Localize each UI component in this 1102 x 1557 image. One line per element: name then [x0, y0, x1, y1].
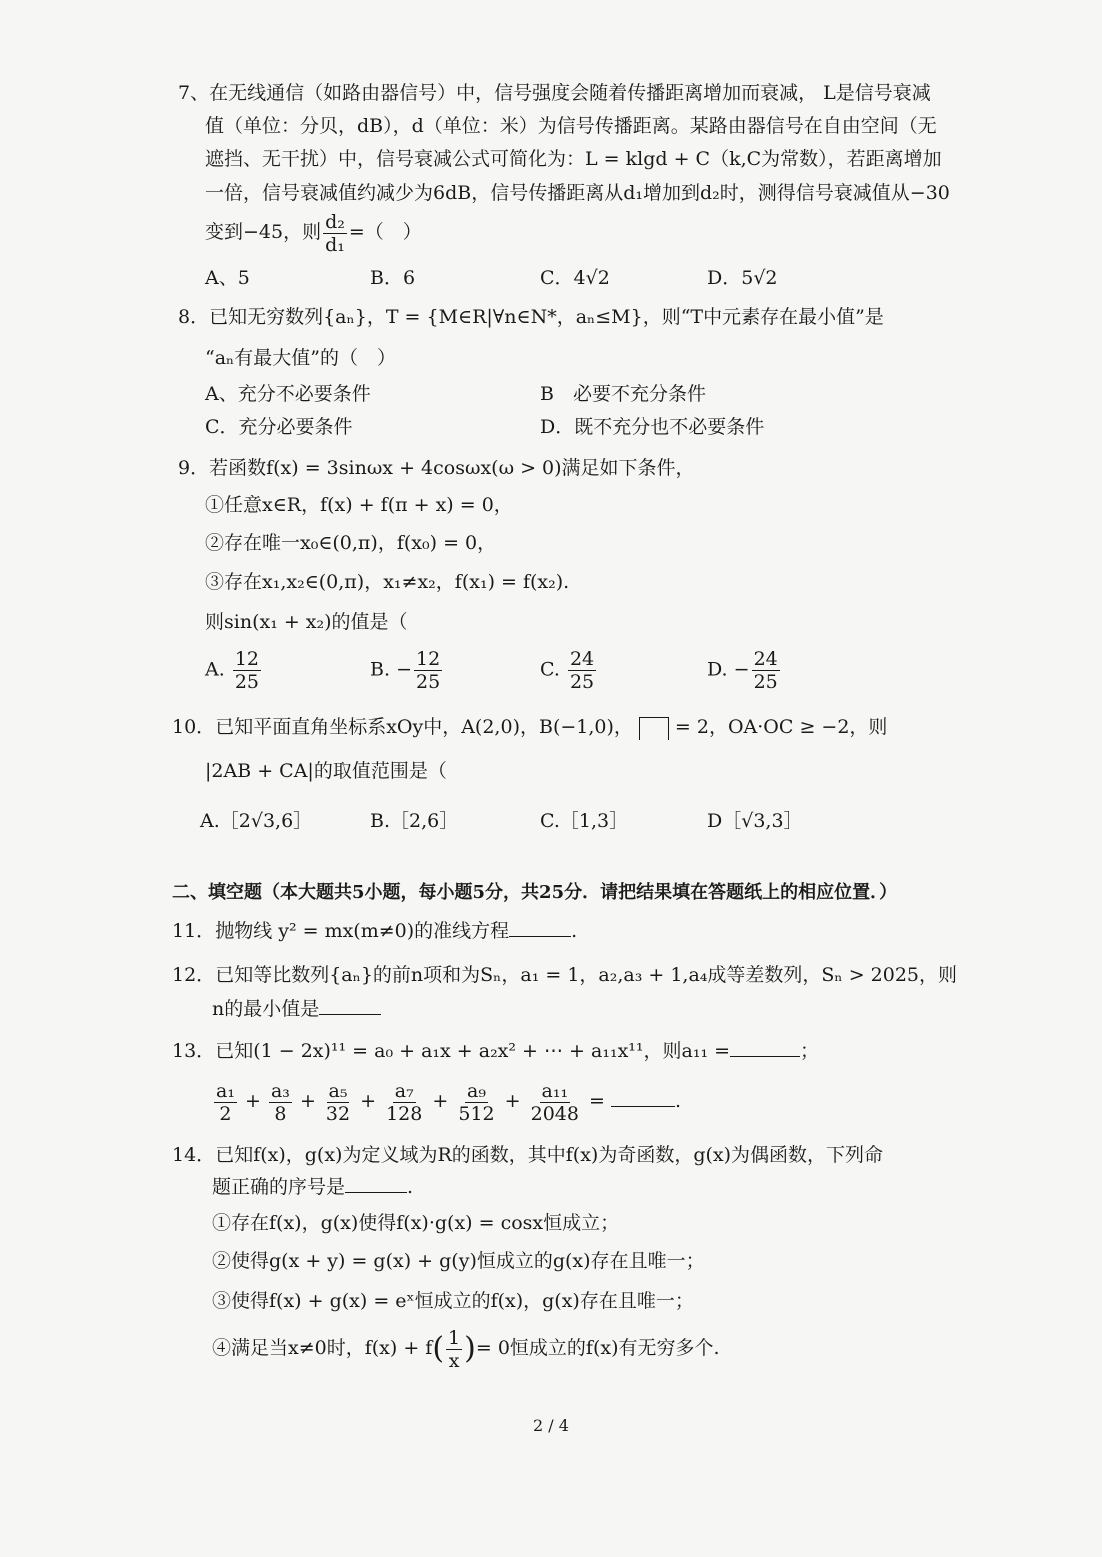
- q9-option-c: [540, 648, 598, 693]
- q12-text-1: 已知等比数列{aₙ}的前n项和为Sₙ，a₁ = 1，a₂,a₃ + 1,a₄成等差数列，Sₙ > 2025，则: [215, 964, 958, 986]
- q13-frac-3-num: a₅: [328, 1079, 348, 1102]
- q14-statement-4-fraction: [446, 1327, 462, 1372]
- q12-number: 12．: [172, 964, 216, 986]
- q14-text-2-end: .: [407, 1176, 414, 1198]
- q14-number: 14．: [172, 1144, 216, 1166]
- q10-line1: [172, 714, 887, 740]
- q13-frac-5-num: a₉: [467, 1079, 486, 1102]
- q7-line1: [178, 80, 931, 106]
- q13-text-1: 已知(1 − 2x)¹¹ = a₀ + a₁x + a₂x² + ⋯ + a₁₁x¹¹，则a₁₁ =: [215, 1040, 731, 1062]
- q13-frac-6: [529, 1080, 581, 1125]
- q13-frac-1-num: a₁: [216, 1079, 235, 1102]
- q9-option-b-den: 25: [415, 671, 441, 693]
- q14-frac-num: 1: [448, 1326, 461, 1349]
- q13-frac-6-num: a₁₁: [541, 1079, 569, 1102]
- q8-option-c: C．充分必要条件: [205, 416, 353, 438]
- q13-frac-3: [324, 1080, 352, 1125]
- q9-line1: [178, 455, 695, 481]
- q7-number: 7、: [178, 82, 210, 104]
- q9-option-a-den: 25: [234, 671, 259, 693]
- q14-statement-3: ③使得f(x) + g(x) = eˣ恒成立的f(x)，g(x)存在且唯一；: [212, 1290, 694, 1312]
- q12-line2: [212, 996, 381, 1022]
- q13-frac-6-den: 2048: [530, 1102, 579, 1125]
- q10-option-b: B.［2,6］: [370, 810, 459, 832]
- q10-option-d: D［√3,3］: [707, 810, 803, 832]
- q13-frac-2-num: a₃: [270, 1079, 290, 1102]
- q7-option-c: C．4√2: [540, 267, 610, 289]
- q8-option-a: A、充分不必要条件: [205, 383, 371, 405]
- q9-option-a-num: 12: [234, 648, 259, 670]
- q9-option-d-num: 24: [753, 648, 778, 670]
- q7-frac-numerator: d₂: [325, 210, 345, 233]
- q13-frac-1-den: 2: [219, 1102, 232, 1125]
- q9-option-a-label: A.: [205, 658, 225, 681]
- q14-statement-2: ②使得g(x + y) = g(x) + g(y)恒成立的g(x)存在且唯一；: [212, 1250, 705, 1272]
- q9-option-b-num: 12: [415, 648, 441, 670]
- section-2-heading: 二、填空题（本大题共5小题，每小题5分，共25分．请把结果填在答题纸上的相应位置．）: [172, 882, 898, 903]
- q14-paren-left: (: [432, 1331, 445, 1366]
- q7-option-d: D．5√2: [707, 267, 778, 289]
- q13-frac-1: [214, 1080, 237, 1125]
- page-number: 2 / 4: [533, 1416, 569, 1435]
- q12-line1: [172, 962, 957, 988]
- q7-line5: [205, 210, 422, 256]
- q7-option-a: A、5: [205, 267, 250, 289]
- q9-condition-2: ②存在唯一x₀∈(0,π)，f(x₀) = 0，: [205, 532, 497, 554]
- q13-answer-blank-2: [611, 1088, 675, 1107]
- q14-line1: [172, 1142, 883, 1168]
- q14-frac-den: x: [448, 1349, 460, 1372]
- q10-text-1: 已知平面直角坐标系xOy中，A(2,0)，B(−1,0)，: [215, 716, 633, 738]
- q9-condition-1: ①任意x∈R，f(x) + f(π + x) = 0，: [205, 494, 513, 516]
- q9-number: 9．: [178, 457, 210, 479]
- q13-frac-2: [269, 1080, 292, 1125]
- q13-answer-blank-1: [730, 1038, 800, 1057]
- q7-text-1: 在无线通信（如路由器信号）中，信号强度会随着传播距离增加而衰减， L是信号衰减: [209, 82, 931, 104]
- q11-number: 11．: [172, 920, 216, 942]
- q12-text-2: n的最小值是: [212, 998, 320, 1020]
- q13-text-2-end: .: [674, 1090, 682, 1112]
- q9-option-a-fraction: [233, 648, 261, 693]
- q8-line2: “aₙ有最大值”的（ ）: [205, 347, 396, 369]
- q13-frac-5: [456, 1080, 496, 1125]
- q14-statement-1: ①存在f(x)，g(x)使得f(x)·g(x) = cosx恒成立；: [212, 1212, 620, 1234]
- q7-ratio-fraction: [323, 211, 347, 256]
- q7-line2: 值（单位：分贝，dB），d（单位：米）为信号传播距离。某路由器信号在自由空间（无: [205, 115, 937, 137]
- q14-statement-4-post: = 0恒成立的f(x)有无穷多个.: [475, 1337, 720, 1359]
- q7-text-5-end: =（ ）: [348, 221, 422, 243]
- q13-frac-5-den: 512: [458, 1102, 495, 1125]
- q9-option-d-sign: −: [733, 658, 750, 681]
- q7-line4: 一倍，信号衰减值约减少为6dB，信号传播距离从d₁增加到d₂时，测得信号衰减值从−30: [205, 182, 950, 204]
- q12-answer-blank: [319, 996, 381, 1015]
- q9-option-c-fraction: [568, 648, 596, 693]
- q9-option-d-den: 25: [753, 671, 778, 693]
- q14-statement-4: [212, 1324, 720, 1373]
- q14-text-1: 已知f(x)，g(x)为定义域为R的函数，其中f(x)为奇函数，g(x)为偶函数，下列命: [215, 1144, 884, 1166]
- q7-text-5: 变到−45，则: [205, 221, 322, 243]
- q7-frac-denominator: d₁: [325, 233, 345, 256]
- q9-condition-3: ③存在x₁,x₂∈(0,π)，x₁≠x₂，f(x₁) = f(x₂).: [205, 571, 570, 593]
- q8-option-b: B 必要不充分条件: [540, 383, 706, 405]
- q9-option-c-den: 25: [569, 671, 595, 693]
- q8-text-1: 已知无穷数列{aₙ}，T = {M∈R|∀n∈N*，aₙ≤M}，则“T中元素存在最小值”是: [209, 306, 884, 328]
- q13-frac-3-den: 32: [325, 1102, 351, 1125]
- q8-option-d: D．既不充分也不必要条件: [540, 416, 765, 438]
- q13-text-1-end: ；: [800, 1040, 820, 1062]
- q14-text-2: 题正确的序号是: [212, 1176, 346, 1198]
- q9-option-b-sign: −: [396, 658, 412, 681]
- q9-option-b: [370, 648, 444, 693]
- q10-option-a: A.［2√3,6］: [200, 810, 313, 832]
- q9-option-d: [707, 648, 782, 693]
- q9-text-1: 若函数f(x) = 3sinωx + 4cosωx(ω > 0)满足如下条件，: [209, 457, 695, 479]
- q9-option-a: [205, 648, 263, 693]
- q9-option-b-label: B.: [370, 658, 391, 681]
- q14-statement-4-pre: ④满足当x≠0时，f(x) + f: [212, 1337, 433, 1359]
- q11-end: .: [571, 920, 578, 942]
- q13-number: 13．: [172, 1040, 216, 1062]
- q9-option-c-num: 24: [569, 648, 595, 670]
- q14-line2: [212, 1174, 413, 1200]
- q10-option-c: C.［1,3］: [540, 810, 629, 832]
- q10-text-1-end: = 2，OA·OC ≥ −2，则: [674, 716, 888, 738]
- q10-number: 10．: [172, 716, 216, 738]
- q13-line2: $\frac{\text{a₁}}{2}$ + $\frac{\text{a₃}}{8}$ + $\frac{\text{a₅}}{32}$ + $\frac{\text{a₇}}{128}$ + $\frac{\text{a₉}}{512}$ + $\frac{\text{a₁₁}}{2048}$ = .: [216, 1079, 682, 1125]
- q14-answer-blank: [345, 1174, 407, 1193]
- q9-option-d-label: D.: [707, 658, 728, 681]
- q13-frac-4-num: a₇: [394, 1079, 414, 1102]
- q13-frac-2-den: 8: [274, 1102, 287, 1125]
- q11-line: [172, 918, 577, 944]
- q7-line3: 遮挡、无干扰）中，信号衰减公式可简化为：L = klgd + C（k,C为常数），若距离增加: [205, 148, 942, 170]
- q13-frac-4: [384, 1080, 424, 1125]
- q9-option-d-fraction: [752, 648, 780, 693]
- q8-line1: [178, 304, 884, 330]
- q10-line2: |2AB + CA|的取值范围是（: [205, 760, 447, 782]
- q10-magnitude-bars: [639, 717, 669, 740]
- q11-answer-blank: [509, 918, 571, 937]
- q14-paren-right: ): [464, 1331, 476, 1366]
- q13-line1: [172, 1038, 819, 1064]
- q8-number: 8．: [178, 306, 210, 328]
- q7-option-b: B．6: [370, 267, 416, 289]
- q11-text: 抛物线 y² = mx(m≠0)的准线方程: [215, 920, 510, 942]
- q13-frac-4-den: 128: [386, 1102, 423, 1125]
- q9-option-c-label: C.: [540, 658, 560, 681]
- q9-line5: 则sin(x₁ + x₂)的值是（: [205, 611, 408, 633]
- q9-option-b-fraction: [414, 648, 442, 693]
